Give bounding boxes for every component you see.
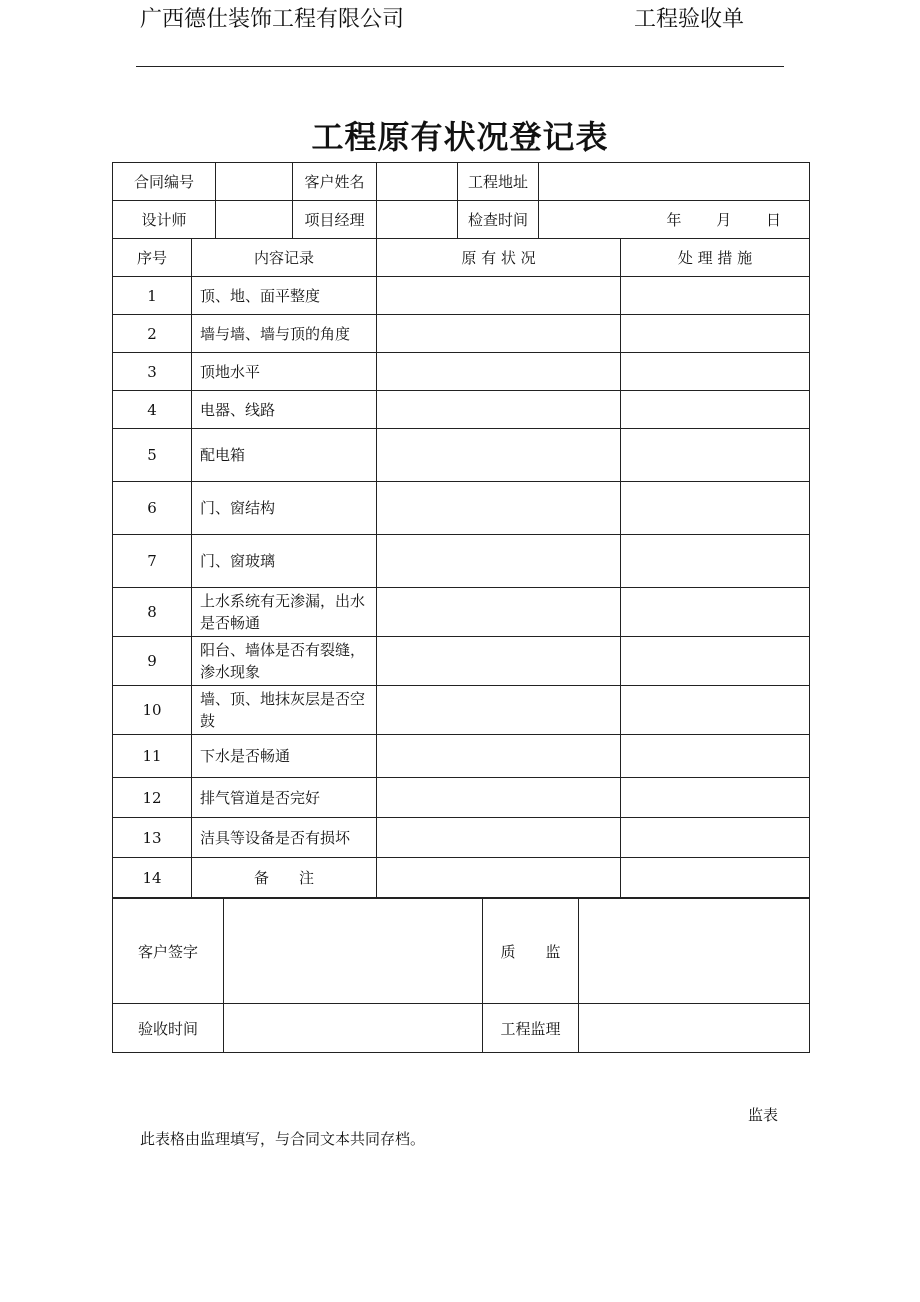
col-header-content: 内容记录 xyxy=(192,239,377,277)
row-number: 2 xyxy=(113,315,192,353)
contract-no-field[interactable] xyxy=(216,163,293,201)
row-number: 14 xyxy=(113,858,192,898)
measures-cell[interactable] xyxy=(621,429,810,482)
table-row xyxy=(113,637,810,686)
row-number: 13 xyxy=(113,818,192,858)
header-divider xyxy=(136,66,784,67)
measures-cell[interactable] xyxy=(621,315,810,353)
table-row xyxy=(113,535,810,588)
measures-cell[interactable] xyxy=(621,353,810,391)
measures-cell[interactable] xyxy=(621,686,810,735)
measures-cell[interactable] xyxy=(621,588,810,637)
table-row xyxy=(113,482,810,535)
status-cell[interactable] xyxy=(377,818,621,858)
row-number: 3 xyxy=(113,353,192,391)
table-row xyxy=(113,277,810,315)
table-row xyxy=(113,818,810,858)
row-content: 电器、线路 xyxy=(192,391,377,429)
measures-cell[interactable] xyxy=(621,858,810,898)
status-cell[interactable] xyxy=(377,429,621,482)
row-number: 1 xyxy=(113,277,192,315)
status-cell[interactable] xyxy=(377,637,621,686)
designer-label: 设计师 xyxy=(113,201,216,239)
designer-field[interactable] xyxy=(216,201,293,239)
company-name: 广西德仕装饰工程有限公司 xyxy=(140,7,405,32)
row-number: 8 xyxy=(113,588,192,637)
pm-field[interactable] xyxy=(377,201,458,239)
row-content: 排气管道是否完好 xyxy=(192,778,377,818)
table-row xyxy=(113,686,810,735)
status-cell[interactable] xyxy=(377,482,621,535)
table-row xyxy=(113,735,810,778)
status-cell[interactable] xyxy=(377,858,621,898)
document-type: 工程验收单 xyxy=(634,7,745,32)
row-content: 阳台、墙体是否有裂缝，渗水现象 xyxy=(192,637,377,686)
table-row xyxy=(113,429,810,482)
signoff-table xyxy=(112,898,810,1053)
col-header-measures: 处 理 措 施 xyxy=(621,239,810,277)
measures-cell[interactable] xyxy=(621,637,810,686)
measures-cell[interactable] xyxy=(621,535,810,588)
row-number: 7 xyxy=(113,535,192,588)
row-number: 6 xyxy=(113,482,192,535)
row-content: 下水是否畅通 xyxy=(192,735,377,778)
status-cell[interactable] xyxy=(377,686,621,735)
measures-cell[interactable] xyxy=(621,277,810,315)
measures-cell[interactable] xyxy=(621,482,810,535)
table-row xyxy=(113,588,810,637)
status-cell[interactable] xyxy=(377,391,621,429)
table-row xyxy=(113,858,810,898)
row-number: 10 xyxy=(113,686,192,735)
customer-name-field[interactable] xyxy=(377,163,458,201)
acceptance-time-field[interactable] xyxy=(224,1004,483,1053)
row-content: 顶、地、面平整度 xyxy=(192,277,377,315)
row-number: 4 xyxy=(113,391,192,429)
measures-cell[interactable] xyxy=(621,818,810,858)
address-field[interactable] xyxy=(539,163,810,201)
col-header-seq: 序号 xyxy=(113,239,192,277)
table-row xyxy=(113,315,810,353)
status-cell[interactable] xyxy=(377,353,621,391)
check-time-label: 检查时间 xyxy=(458,201,539,239)
row-content: 墙与墙、墙与顶的角度 xyxy=(192,315,377,353)
row-content: 顶地水平 xyxy=(192,353,377,391)
row-content: 墙、顶、地抹灰层是否空鼓 xyxy=(192,686,377,735)
form-title: 工程原有状况登记表 xyxy=(311,118,609,156)
table-row xyxy=(113,778,810,818)
status-cell[interactable] xyxy=(377,778,621,818)
quality-supervision-field[interactable] xyxy=(579,899,810,1004)
measures-cell[interactable] xyxy=(621,735,810,778)
col-header-status: 原 有 状 况 xyxy=(377,239,621,277)
customer-sign-label: 客户签字 xyxy=(113,899,224,1004)
quality-supervision-label: 质 监 xyxy=(483,899,579,1004)
acceptance-time-label: 验收时间 xyxy=(113,1004,224,1053)
customer-sign-field[interactable] xyxy=(224,899,483,1004)
footer-note: 此表格由监理填写，与合同文本共同存档。 xyxy=(140,1130,426,1148)
project-supervision-field[interactable] xyxy=(579,1004,810,1053)
row-content: 门、窗结构 xyxy=(192,482,377,535)
address-label: 工程地址 xyxy=(458,163,539,201)
row-number: 5 xyxy=(113,429,192,482)
project-supervision-label: 工程监理 xyxy=(483,1004,579,1053)
pm-label: 项目经理 xyxy=(293,201,377,239)
row-content: 门、窗玻璃 xyxy=(192,535,377,588)
table-row xyxy=(113,391,810,429)
row-content: 洁具等设备是否有损坏 xyxy=(192,818,377,858)
row-content: 配电箱 xyxy=(192,429,377,482)
registration-table xyxy=(112,162,810,898)
measures-cell[interactable] xyxy=(621,778,810,818)
measures-cell[interactable] xyxy=(621,391,810,429)
customer-name-label: 客户姓名 xyxy=(293,163,377,201)
status-cell[interactable] xyxy=(377,277,621,315)
form-tag: 监表 xyxy=(748,1106,779,1124)
status-cell[interactable] xyxy=(377,315,621,353)
status-cell[interactable] xyxy=(377,735,621,778)
row-number: 11 xyxy=(113,735,192,778)
table-row xyxy=(113,353,810,391)
row-number: 12 xyxy=(113,778,192,818)
row-content: 上水系统有无渗漏，出水是否畅通 xyxy=(192,588,377,637)
contract-no-label: 合同编号 xyxy=(113,163,216,201)
status-cell[interactable] xyxy=(377,535,621,588)
row-number: 9 xyxy=(113,637,192,686)
check-time-field[interactable]: 年 月 日 xyxy=(539,201,810,239)
row-content: 备 注 xyxy=(192,858,377,898)
status-cell[interactable] xyxy=(377,588,621,637)
